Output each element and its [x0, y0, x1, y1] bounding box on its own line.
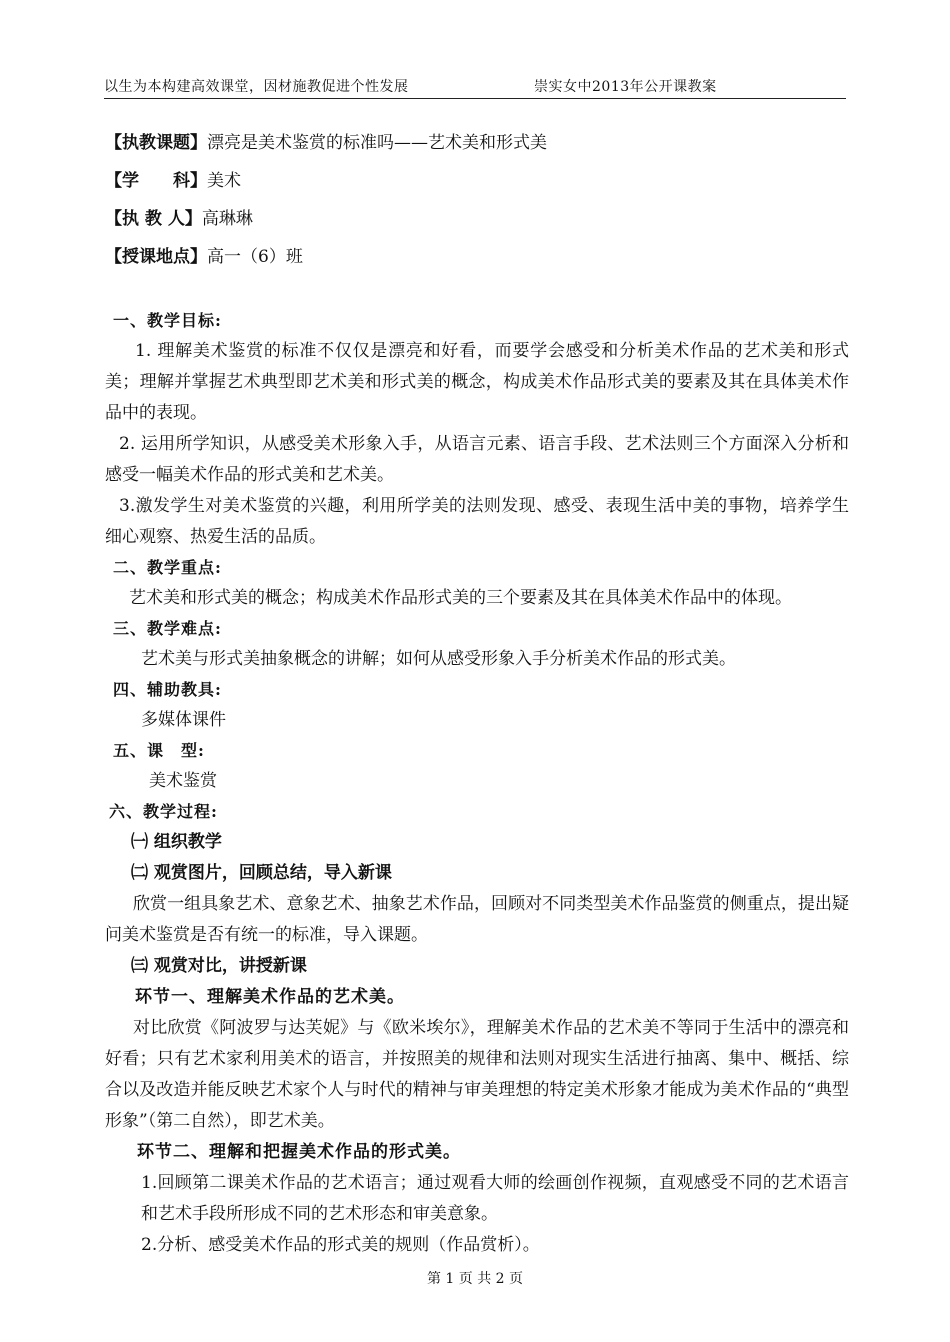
process-intro-text: 欣赏一组具象艺术、意象艺术、抽象艺术作品，回顾对不同类型美术作品鉴赏的侧重点，提出疑问美术鉴赏是否有统一的标准，导入课题。 [105, 894, 849, 945]
step-two-text-2: 2.分析、感受美术作品的形式美的规则（作品赏析）。 [141, 1235, 540, 1255]
meta-topic [105, 124, 849, 162]
key-points-text: 艺术美和形式美的概念；构成美术作品形式美的三个要素及其在具体美术作品中的体现。 [129, 588, 792, 608]
section-difficulties-title: 三、教学难点: [113, 619, 222, 638]
meta-teacher [105, 200, 849, 238]
step-two-text-1-content: 1.回顾第二课美术作品的艺术语言；通过观看大师的绘画创作视频，直观感受不同的艺术语言和艺术手段所形成不同的艺术形态和审美意象。 [141, 1173, 849, 1224]
document-body [105, 124, 849, 1261]
step-two-text-1 [105, 1168, 849, 1230]
meta-teacher-label: 【执 教 人】 [105, 209, 202, 229]
process-step-teach: ㈢ 观赏对比，讲授新课 [131, 956, 307, 976]
meta-topic-label: 【执教课题】 [105, 133, 207, 153]
step-one-title: 环节一、理解美术作品的艺术美。 [135, 987, 405, 1007]
step-one-text: 对比欣赏《阿波罗与达芙妮》与《欧米埃尔》，理解美术作品的艺术美不等同于生活中的漂亮和好看；只有艺术家利用美术的语言，并按照美的规律和法则对现实生活进行抽离、集中、概括、综合以及改造并能反映艺术家个人与时代的精神与审美理想的特定美术形象才能成为美术作品的“典型形象”（第二自然），即艺术美。 [105, 1018, 849, 1131]
section-aids-title: 四、辅助教具: [113, 680, 222, 699]
meta-subject [105, 162, 849, 200]
meta-location-label: 【授课地点】 [105, 247, 207, 267]
meta-location-value: 高一（6）班 [207, 247, 303, 267]
meta-location [105, 238, 849, 276]
objective-1: 1. 理解美术鉴赏的标准不仅仅是漂亮和好看，而要学会感受和分析美术作品的艺术美和形式美；理解并掌握艺术典型即艺术美和形式美的概念，构成美术作品形式美的要素及其在具体美术作品中的表现。 [105, 341, 849, 423]
meta-subject-value: 美术 [207, 171, 241, 191]
section-lesson-type-title: 五、课 型: [113, 741, 205, 760]
page-footer: 第 1 页 共 2 页 [426, 1271, 524, 1287]
page-header [104, 76, 846, 99]
step-two-title: 环节二、理解和把握美术作品的形式美。 [137, 1142, 461, 1162]
aids-text: 多媒体课件 [141, 710, 226, 730]
section-objectives-title: 一、教学目标: [113, 311, 222, 330]
spacer [105, 276, 849, 306]
objective-3: 3.激发学生对美术鉴赏的兴趣，利用所学美的法则发现、感受、表现生活中美的事物，培养学生细心观察、热爱生活的品质。 [105, 496, 849, 547]
header-school: 崇实女中2013年公开课教案 [534, 79, 717, 95]
meta-subject-label: 【学 科】 [105, 171, 207, 191]
section-key-points-title: 二、教学重点: [113, 558, 222, 577]
meta-teacher-value: 高琳琳 [201, 209, 253, 229]
process-step-organize: ㈠ 组织教学 [131, 832, 222, 852]
header-motto: 以生为本构建高效课堂，因材施教促进个性发展 [104, 79, 409, 95]
meta-topic-value: 漂亮是美术鉴赏的标准吗——艺术美和形式美 [207, 133, 547, 153]
section-process-title: 六、教学过程: [109, 802, 218, 821]
lesson-type-text: 美术鉴赏 [149, 771, 217, 791]
difficulties-text: 艺术美与形式美抽象概念的讲解；如何从感受形象入手分析美术作品的形式美。 [141, 649, 736, 669]
process-step-intro: ㈡ 观赏图片，回顾总结，导入新课 [131, 863, 392, 883]
objective-2: 2. 运用所学知识，从感受美术形象入手，从语言元素、语言手段、艺术法则三个方面深入分析和感受一幅美术作品的形式美和艺术美。 [105, 434, 849, 485]
